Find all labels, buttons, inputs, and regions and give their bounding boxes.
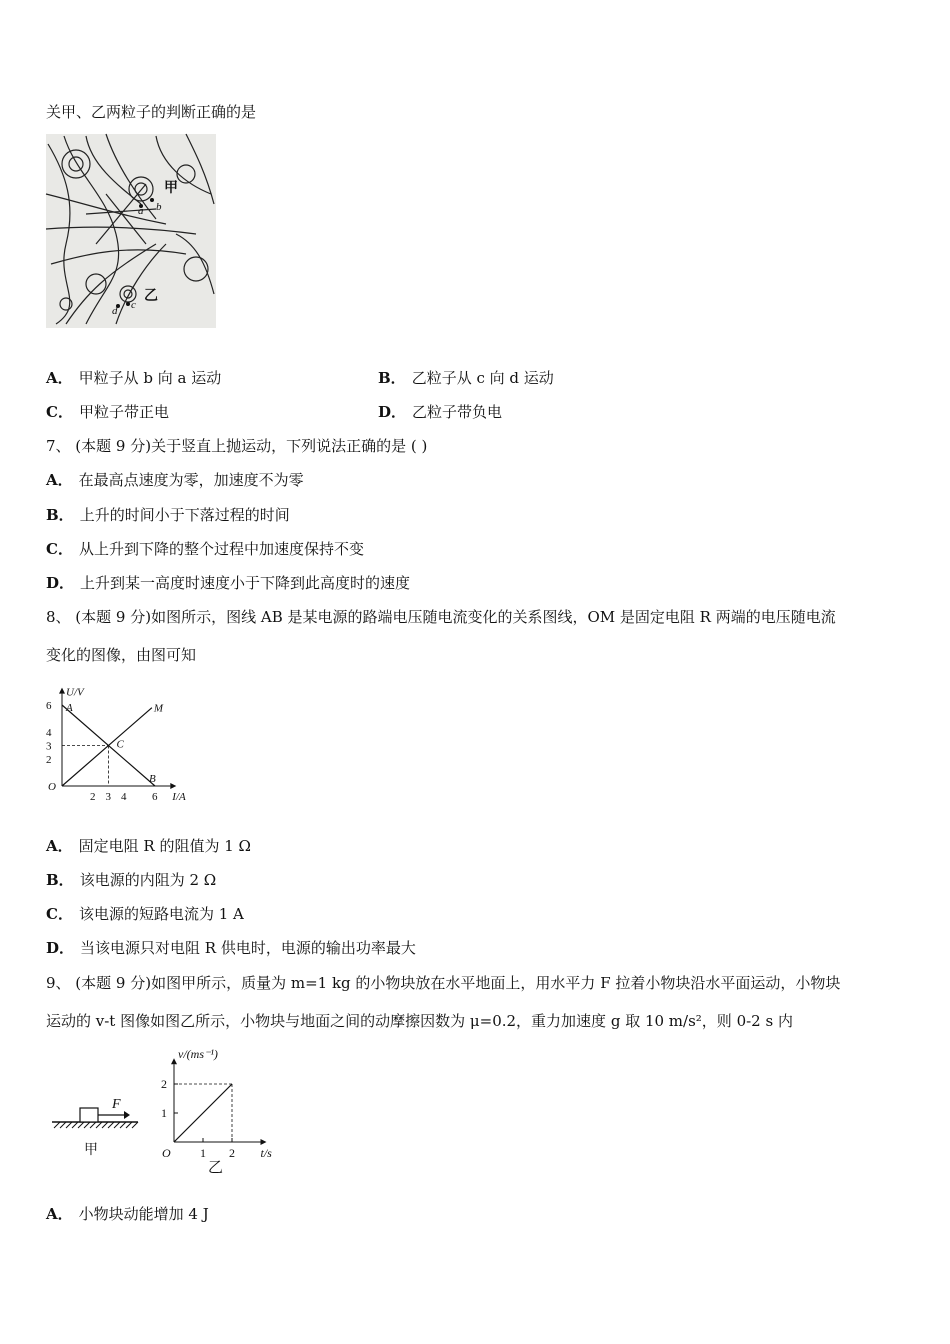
option-label: C．	[46, 540, 73, 558]
q8-stem-line2: 变化的图像，由图可知	[46, 646, 197, 664]
option-label: D．	[46, 574, 75, 592]
x-tick-label: 1	[200, 1146, 206, 1160]
y-tick-label: 2	[161, 1077, 167, 1091]
option-text: 当该电源只对电阻 R 供电时，电源的输出功率最大	[80, 939, 416, 957]
ground-hatching	[54, 1122, 138, 1128]
q6-option-d[interactable]	[378, 402, 502, 422]
q7-option-b[interactable]	[46, 505, 290, 525]
photo-label-b: b	[156, 201, 162, 213]
option-text: 小物块动能增加 4 J	[78, 1205, 209, 1223]
q7-option-c[interactable]	[46, 539, 364, 559]
force-arrowhead	[124, 1111, 130, 1119]
option-label: B．	[378, 369, 406, 387]
option-label: C．	[46, 905, 73, 923]
option-text: 该电源的短路电流为 1 A	[78, 905, 244, 923]
q7-option-a[interactable]	[46, 470, 304, 490]
option-label: B．	[46, 871, 74, 889]
q8-stem-line1: 8、 (本题 9 分)如图所示，图线 AB 是某电源的路端电压随电流变化的关系图线，OM 是固定电阻 R 两端的电压随电流	[46, 608, 836, 626]
option-text: 上升到某一高度时速度小于下降到此高度时的速度	[80, 574, 411, 592]
photo-label-a: a	[138, 205, 144, 217]
option-text: 上升的时间小于下落过程的时间	[79, 506, 290, 524]
y-tick-label: 2	[46, 754, 52, 766]
option-label: A．	[46, 1205, 73, 1223]
q8-option-c[interactable]	[46, 904, 244, 924]
x-tick-label: 6	[152, 791, 158, 803]
y-axis-label: U/V	[66, 686, 84, 699]
ui-graph	[44, 676, 194, 806]
q7-stem: 7、 (本题 9 分)关于竖直上抛运动，下列说法正确的是 ( )	[46, 437, 428, 455]
x-tick-label: 2	[229, 1146, 235, 1160]
option-label: C．	[46, 403, 73, 421]
option-text: 该电源的内阻为 2 Ω	[79, 871, 217, 889]
q9-option-a[interactable]	[46, 1204, 209, 1224]
option-label: A．	[46, 471, 73, 489]
option-label: B．	[46, 506, 74, 524]
option-text: 甲粒子从 b 向 a 运动	[78, 369, 222, 387]
q8-option-b[interactable]	[46, 870, 216, 890]
bubble-chamber-photo	[46, 134, 216, 328]
photo-label-c: c	[131, 299, 136, 311]
y-tick-label: 6	[46, 700, 52, 712]
x-axis-label: t/s	[260, 1146, 272, 1160]
q9-stem-line2: 运动的 v-t 图像如图乙所示，小物块与地面之间的动摩擦因数为 μ=0.2，重力加速度 g 取 10 m/s²，则 0-2 s 内	[46, 1012, 793, 1030]
photo-label-jia: 甲	[164, 181, 178, 196]
q6-option-b[interactable]	[378, 368, 554, 388]
vt-graph	[158, 1044, 270, 1176]
option-text: 甲粒子带正电	[78, 403, 169, 421]
x-tick-label: 3	[105, 791, 111, 803]
block	[80, 1108, 98, 1122]
series-line-OM	[62, 708, 152, 786]
option-label: A．	[46, 837, 73, 855]
option-text: 固定电阻 R 的阻值为 1 Ω	[78, 837, 251, 855]
ui-chart-svg	[44, 676, 194, 806]
y-axis-arrow	[59, 688, 65, 694]
q7-option-d[interactable]	[46, 573, 410, 593]
origin-label: O	[162, 1146, 171, 1160]
option-text: 乙粒子带负电	[412, 403, 503, 421]
y-tick-label: 1	[161, 1106, 167, 1120]
q8-option-d[interactable]	[46, 938, 416, 958]
option-label: D．	[378, 403, 407, 421]
force-label: F	[112, 1097, 121, 1112]
q9-stem-line1: 9、 (本题 9 分)如图甲所示，质量为 m=1 kg 的小物块放在水平地面上，用水平力 F 拉着小物块沿水平面运动，小物块	[46, 974, 841, 992]
question-6-stem-tail: 关甲、乙两粒子的判断正确的是	[46, 103, 257, 121]
y-axis-arrow	[171, 1058, 177, 1064]
point-label-c: C	[116, 738, 124, 751]
x-axis-label: I/A	[172, 791, 186, 803]
option-label: A．	[46, 369, 73, 387]
photo-label-d: d	[112, 305, 118, 317]
block-diagram	[48, 1090, 143, 1162]
point-label-a: A	[66, 702, 73, 714]
option-text: 乙粒子从 c 向 d 运动	[411, 369, 554, 387]
point-label-b: B	[149, 773, 156, 785]
y-tick-label: 4	[46, 727, 52, 739]
q8-option-a[interactable]	[46, 836, 251, 856]
vt-chart-svg	[158, 1044, 270, 1176]
x-tick-label: 2	[90, 791, 96, 803]
q6-option-c[interactable]	[46, 402, 169, 422]
y-tick-label: 3	[46, 740, 52, 753]
origin-label: O	[48, 781, 56, 793]
point-label-m: M	[153, 702, 164, 715]
q6-option-a[interactable]	[46, 368, 221, 388]
option-label: D．	[46, 939, 75, 957]
series-line-vt	[174, 1084, 232, 1142]
option-text: 在最高点速度为零，加速度不为零	[78, 471, 304, 489]
fig-yi-label: 乙	[208, 1160, 224, 1176]
x-axis-arrow	[261, 1139, 267, 1145]
y-axis-label: v/(ms⁻¹)	[178, 1047, 218, 1061]
fig-jia-label: 甲	[84, 1143, 98, 1158]
option-text: 从上升到下降的整个过程中加速度保持不变	[78, 540, 364, 558]
photo-label-yi: 乙	[144, 289, 158, 304]
x-axis-arrow	[170, 783, 176, 789]
x-tick-label: 4	[121, 791, 127, 803]
